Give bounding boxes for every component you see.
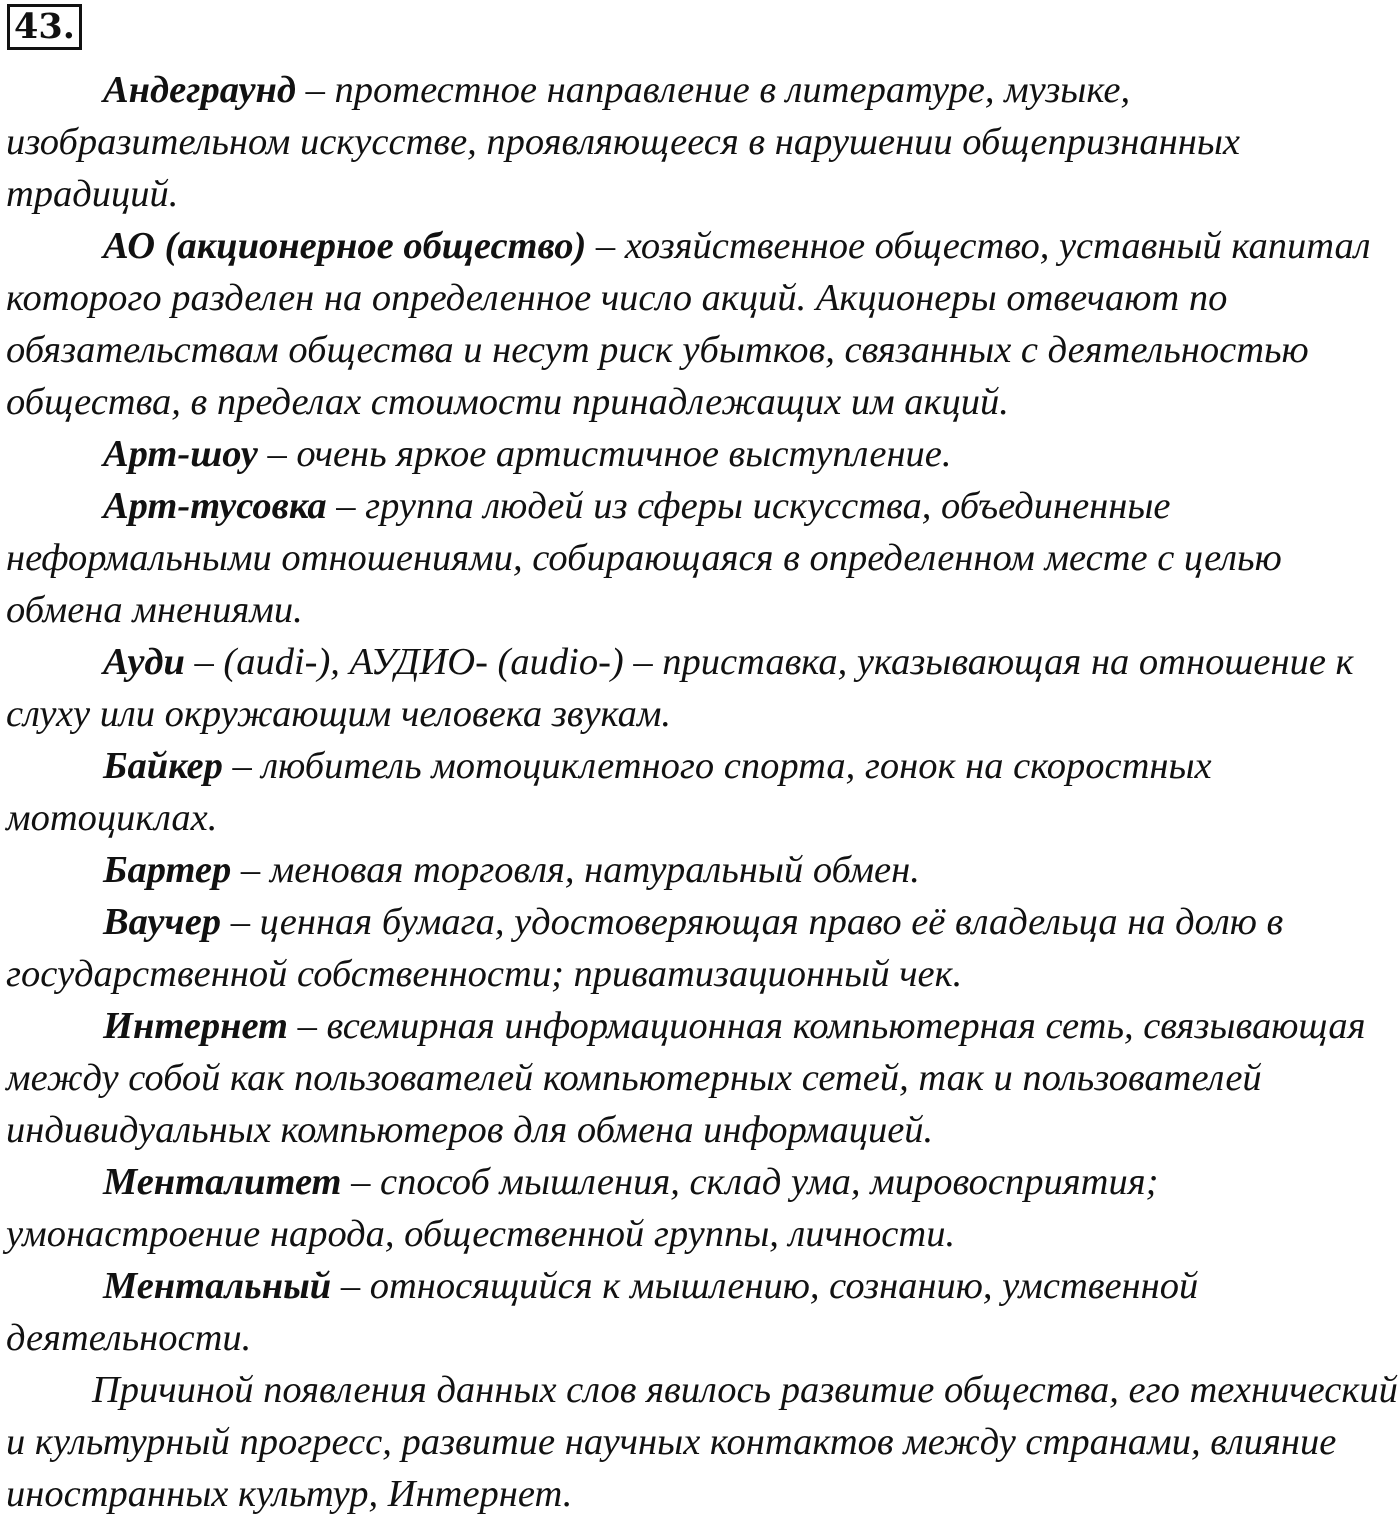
entry-term: Ментальный xyxy=(103,1265,332,1307)
entry-term: Андеграунд xyxy=(103,69,297,111)
entry-definition: – любитель мотоциклетного спорта, гонок на скоростных мотоциклах. xyxy=(6,745,1212,839)
entry-term: Байкер xyxy=(103,745,223,787)
entry-definition: – всемирная информационная компьютерная сеть, связывающая между собой как пользователей компьютерных сетей, так и пользователей индивидуальных компьютеров для обмена информацией. xyxy=(6,1005,1366,1151)
entry-definition: – (audi-), АУДИО- (audio-) – приставка, указывающая на отношение к слуху или окружающим человека звукам. xyxy=(6,641,1354,735)
entry-definition: – ценная бумага, удостоверяющая право её владельца на долю в государственной собственности; приватизационный чек. xyxy=(6,901,1284,995)
glossary-entry-voucher xyxy=(6,896,1398,1000)
glossary-entry-underground xyxy=(6,64,1398,220)
entry-definition: – хозяйственное общество, уставный капитал которого разделен на определенное число акций. Акционеры отвечают по обязательствам общества и несут риск убытков, связанных с деятельностью общества, в пределах стоимости принадлежащих им акций. xyxy=(6,225,1371,423)
glossary-entry-mentality xyxy=(6,1156,1398,1260)
entry-definition: – меновая торговля, натуральный обмен. xyxy=(231,849,920,891)
entry-term: Менталитет xyxy=(103,1161,342,1203)
entry-term: Арт-шоу xyxy=(103,433,258,475)
glossary-entry-joint-stock-company xyxy=(6,220,1398,428)
entry-term: АО (акционерное общество) xyxy=(103,225,587,267)
glossary-entry-audi xyxy=(6,636,1398,740)
glossary-entry-biker xyxy=(6,740,1398,844)
glossary-entry-art-show xyxy=(6,428,1398,480)
glossary xyxy=(6,64,1398,1520)
entry-definition: – очень яркое артистичное выступление. xyxy=(257,433,952,475)
glossary-entry-art-party xyxy=(6,480,1398,636)
entry-definition: – протестное направление в литературе, музыке, изобразительном искусстве, проявляющееся в нарушении общепризнанных традиций. xyxy=(6,69,1240,215)
entry-definition: – способ мышления, склад ума, мировосприятия; умонастроение народа, общественной группы, личности. xyxy=(6,1161,1159,1255)
entry-definition: – группа людей из сферы искусства, объединенные неформальными отношениями, собирающаяся в определенном месте с целью обмена мнениями. xyxy=(6,485,1282,631)
entry-term: Арт-тусовка xyxy=(103,485,327,527)
glossary-entry-mental xyxy=(6,1260,1398,1364)
entry-term: Интернет xyxy=(103,1005,288,1047)
conclusion-paragraph: Причиной появления данных слов явилось развитие общества, его технический и культурный прогресс, развитие научных контактов между странами, влияние иностранных культур, Интернет. xyxy=(6,1369,1398,1515)
entry-term: Ваучер xyxy=(103,901,222,943)
entry-term: Ауди xyxy=(103,641,185,683)
entry-term: Бартер xyxy=(103,849,232,891)
entry-definition: – относящийся к мышлению, сознанию, умственной деятельности. xyxy=(6,1265,1199,1359)
task-number: 43. xyxy=(7,4,82,50)
glossary-entry-internet xyxy=(6,1000,1398,1156)
glossary-entry-barter xyxy=(6,844,1398,896)
